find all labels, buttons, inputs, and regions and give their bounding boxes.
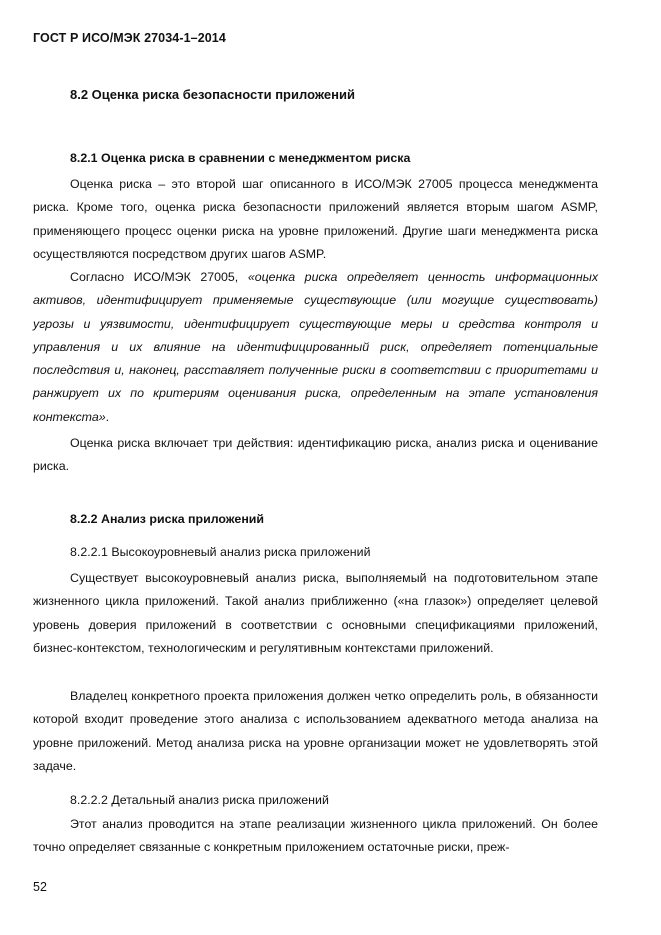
paragraph-three-actions: Оценка риска включает три действия: идентификацию риска, анализ риска и оценивание риска. (33, 436, 598, 474)
standard-header: ГОСТ Р ИСО/МЭК 27034-1–2014 (33, 31, 226, 45)
item-title-8-2-2-1: 8.2.2.1 Высокоуровневый анализ риска приложений (70, 545, 371, 559)
subsection-title-8-2-1: 8.2.1 Оценка риска в сравнении с менеджментом риска (70, 151, 411, 165)
subsection-title-8-2-2: 8.2.2 Анализ риска приложений (70, 512, 265, 526)
paragraph-high-level-analysis: Существует высокоуровневый анализ риска, выполняемый на подготовительном этапе жизненного цикла приложений. Такой анализ приближенно («на глазок») определяет целевой уровень доверия приложений в соответствии с основными спецификациями приложений, бизнес-контекстом, технологическим и регулятивным контекстами приложений. (33, 571, 598, 655)
paragraph-detailed-analysis: Этот анализ проводится на этапе реализации жизненного цикла приложений. Он более точно определяет связанные с конкретным приложением остаточные риски, преж- (33, 817, 598, 855)
section-title: 8.2 Оценка риска безопасности приложений (70, 87, 355, 102)
page-number: 52 (33, 880, 47, 894)
item-title-8-2-2-2: 8.2.2.2 Детальный анализ риска приложений (70, 793, 329, 807)
paragraph-project-owner-role: Владелец конкретного проекта приложения должен четко определить роль, в обязанности которой входит проведение этого анализа с использованием адекватного метода анализа на уровне приложений. Метод анализа риска на уровне организации может не удовлетворять этой задаче. (33, 689, 598, 773)
quote-text: «оценка риска определяет ценность информационных активов, идентифицирует применяемые существующие (или могущие существовать) угрозы и уязвимости, идентифицирует существующие меры и средства контроля и управления и их влияние на идентифицированный риск, определяет потенциальные последствия и, наконец, расставляет полученные риски в соответствии с приоритетами и ранжирует их по критериям оценивания риска, определенным на этапе установления контекста» (33, 270, 599, 424)
paragraph-risk-assessment-step: Оценка риска – это второй шаг описанного в ИСО/МЭК 27005 процесса менеджмента риска. Кроме того, оценка риска безопасности приложений является вторым шагом ASMP, применяющего процесс оценки риска на уровне приложений. Другие шаги менеджмента риска осуществляются посредством других шагов ASMP. (33, 177, 598, 261)
quote-tail: . (105, 409, 110, 424)
paragraph-iso-27005-quote (33, 266, 598, 429)
quote-lead: Согласно ИСО/МЭК 27005, (70, 270, 248, 284)
